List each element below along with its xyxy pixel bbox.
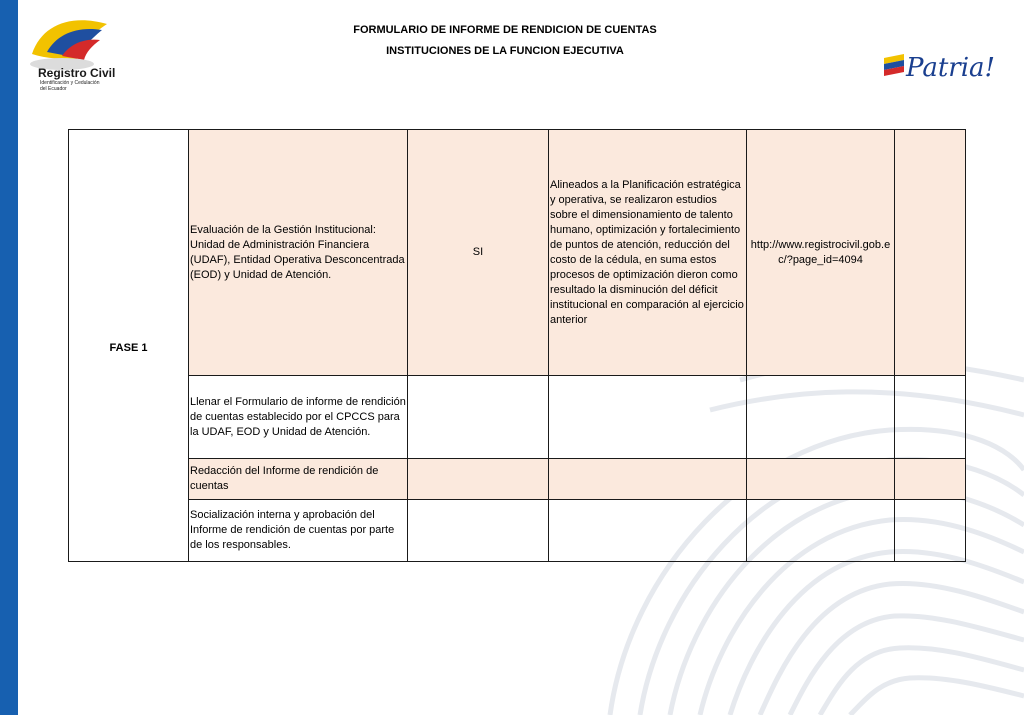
link-cell (747, 459, 895, 500)
link-cell[interactable]: http://www.registrocivil.gob.ec/?page_id=4094 (747, 130, 895, 376)
registro-civil-emblem-icon (22, 14, 122, 74)
avanzamos-patria-logo (882, 36, 995, 86)
table-row (69, 500, 966, 562)
status-cell (408, 376, 549, 459)
extra-cell (895, 500, 966, 562)
description-cell (549, 459, 747, 500)
status-cell (408, 500, 549, 562)
extra-cell (895, 376, 966, 459)
extra-cell (895, 130, 966, 376)
side-accent-bar (0, 0, 18, 715)
link-cell (747, 500, 895, 562)
logo-name: Registro Civil (38, 66, 116, 80)
status-cell (408, 459, 549, 500)
link-cell (747, 376, 895, 459)
description-cell: Alineados a la Planificación estratégica y operativa, se realizaron estudios sobre el dimensionamiento de talento humano, optimización y fortalecimiento de puntos de atención, reducción del costo de la cédula, en suma estos procesos de optimización dieron como resultado la disminución del déficit institucional en comparación al ejercicio anterior (549, 130, 747, 376)
table-row (69, 376, 966, 459)
status-cell: SI (408, 130, 549, 376)
patria-flag-icon (882, 36, 995, 86)
phase-cell: FASE 1 (69, 130, 189, 562)
activity-cell: Evaluación de la Gestión Institucional: Unidad de Administración Financiera (UDAF), Entidad Operativa Desconcentrada (EOD) y Unidad de Atención. (189, 130, 408, 376)
logo-subtitle: Identificación y Cedulación del Ecuador (40, 80, 100, 92)
svg-text:Patria!: Patria! (906, 53, 995, 83)
activity-cell: Socialización interna y aprobación del Informe de rendición de cuentas por parte de los responsables. (189, 500, 408, 562)
report-table (68, 129, 966, 562)
extra-cell (895, 459, 966, 500)
description-cell (549, 376, 747, 459)
form-subtitle: INSTITUCIONES DE LA FUNCION EJECUTIVA (386, 45, 624, 57)
form-title: FORMULARIO DE INFORME DE RENDICION DE CUENTAS (353, 24, 657, 36)
activity-cell: Llenar el Formulario de informe de rendición de cuentas establecido por el CPCCS para la UDAF, EOD y Unidad de Atención. (189, 376, 408, 459)
activity-cell: Redacción del Informe de rendición de cuentas (189, 459, 408, 500)
description-cell (549, 500, 747, 562)
table-row (69, 459, 966, 500)
table-row (69, 130, 966, 376)
